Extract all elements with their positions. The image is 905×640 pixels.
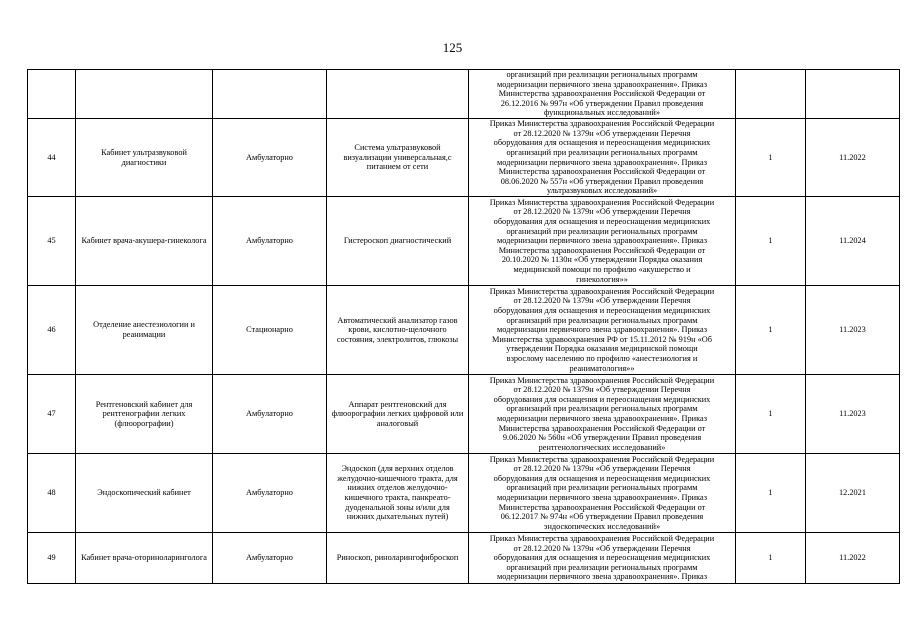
- table-row: [28, 454, 900, 533]
- cell-date: 11.2023: [806, 286, 900, 375]
- cell-equipment: [327, 454, 469, 533]
- table-row: [28, 119, 900, 197]
- doc-line: рентгенологических исследований»: [538, 442, 666, 452]
- doc-line: от 28.12.2020 № 1379н «Об утверждении Перечня: [513, 385, 691, 395]
- cell-docs: [469, 119, 736, 197]
- doc-line: организаций при реализации региональных программ: [506, 70, 698, 80]
- cell-dept: [76, 70, 213, 119]
- doc-line: утверждении Порядка оказания медицинской помощи: [506, 344, 698, 354]
- doc-line: организаций при реализации региональных программ: [506, 147, 698, 157]
- cell-qty: 1: [736, 119, 806, 197]
- cell-num: 45: [28, 197, 76, 286]
- doc-line: организаций при реализации региональных программ: [506, 315, 698, 325]
- cell-mode: Амбулаторно: [213, 119, 327, 197]
- equipment-line: кишечного тракта, панкреато-: [344, 493, 451, 502]
- cell-date: 11.2023: [806, 375, 900, 454]
- doc-line: Министерства здравоохранения Российской Федерации от: [498, 167, 706, 177]
- cell-dept: Кабинет врача-оториноларинголога: [76, 533, 213, 584]
- doc-line: Приказ Министерства здравоохранения Российской Федерации: [489, 197, 715, 207]
- doc-line: медицинской помощи по профилю «акушерство и: [513, 264, 691, 274]
- cell-num: 46: [28, 286, 76, 375]
- doc-line: оборудования для оснащения и переоснащения медицинских: [493, 473, 711, 483]
- doc-line: Приказ Министерства здравоохранения Российской Федерации: [489, 286, 715, 296]
- table-row: [28, 286, 900, 375]
- cell-qty: 1: [736, 197, 806, 286]
- cell-equipment: Автоматический анализатор газов крови, кислотно-щелочного состояния, электролитов, глюкозы: [327, 286, 469, 375]
- cell-qty: 1: [736, 375, 806, 454]
- cell-num: 48: [28, 454, 76, 533]
- doc-line: модернизации первичного звена здравоохранения». Приказ: [497, 493, 707, 502]
- doc-line: функциональных исследований»: [543, 108, 661, 118]
- cell-qty: [736, 70, 806, 119]
- doc-line: 26.12.2016 № 997н «Об утверждении Правил проведения: [500, 98, 704, 108]
- cell-dept: Рентгеновский кабинет для рентгенографии легких (флюорографии): [76, 375, 213, 454]
- doc-line: модернизации первичного звена здравоохранения». Приказ: [497, 79, 707, 89]
- cell-dept: Кабинет ультразвуковой диагностики: [76, 119, 213, 197]
- doc-line: от 28.12.2020 № 1379н «Об утверждении Перечня: [513, 207, 691, 217]
- doc-line: Министерства здравоохранения РФ от 15.11.2012 № 919н «Об: [492, 334, 712, 344]
- doc-line: Министерства здравоохранения Российской Федерации от: [498, 245, 706, 255]
- cell-qty: 1: [736, 454, 806, 533]
- doc-line: Приказ Министерства здравоохранения Российской Федерации: [489, 375, 715, 385]
- doc-line: 20.10.2020 № 1130н «Об утверждении Порядка оказания: [501, 255, 703, 265]
- equipment-table: [27, 69, 900, 584]
- doc-line: ультразвуковых исследований»: [546, 186, 658, 196]
- cell-dept: Отделение анестезиологии и реанимации: [76, 286, 213, 375]
- doc-line: Министерства здравоохранения Российской Федерации от: [498, 423, 706, 433]
- table-row: [28, 375, 900, 454]
- cell-mode: Амбулаторно: [213, 454, 327, 533]
- cell-equipment: Гистероскоп диагностический: [327, 197, 469, 286]
- doc-line: от 28.12.2020 № 1379н «Об утверждении Перечня: [513, 464, 691, 474]
- cell-date: 11.2024: [806, 197, 900, 286]
- doc-line: модернизации первичного звена здравоохранения». Приказ: [497, 236, 707, 246]
- equipment-line: Эндоскоп (для верхних отделов: [341, 464, 454, 474]
- cell-docs: [469, 286, 736, 375]
- equipment-line: нижних отделов желудочно-: [347, 483, 448, 493]
- cell-mode: Амбулаторно: [213, 375, 327, 454]
- doc-line: оборудования для оснащения и переоснащения медицинских: [493, 306, 711, 316]
- cell-equipment: Система ультразвуковой визуализации универсальная,с питанием от сети: [327, 119, 469, 197]
- cell-mode: Амбулаторно: [213, 533, 327, 584]
- cell-equipment: [327, 70, 469, 119]
- doc-line: модернизации первичного звена здравоохранения». Приказ: [497, 157, 707, 167]
- doc-line: от 28.12.2020 № 1379н «Об утверждении Перечня: [513, 296, 691, 306]
- cell-mode: Амбулаторно: [213, 197, 327, 286]
- doc-line: эндоскопических исследований»: [543, 521, 661, 531]
- doc-line: оборудования для оснащения и переоснащения медицинских: [493, 553, 711, 563]
- doc-line: организаций при реализации региональных программ: [506, 404, 698, 414]
- doc-line: оборудования для оснащения и переоснащения медицинских: [493, 394, 711, 404]
- doc-line: Приказ Министерства здравоохранения Российской Федерации: [489, 454, 715, 464]
- cell-equipment: Риноскоп, риноларингофиброскоп: [327, 533, 469, 584]
- table-row-continued: [28, 70, 900, 119]
- table-row: [28, 197, 900, 286]
- doc-line: от 28.12.2020 № 1379н «Об утверждении Перечня: [513, 128, 691, 138]
- cell-docs: [469, 197, 736, 286]
- cell-date: 12.2021: [806, 454, 900, 533]
- cell-docs: [469, 70, 736, 119]
- cell-num: 49: [28, 533, 76, 584]
- table-row: [28, 533, 900, 584]
- cell-date: 11.2022: [806, 533, 900, 584]
- cell-docs: [469, 375, 736, 454]
- doc-line: 06.12.2017 № 974н «Об утверждении Правил проведения: [500, 512, 704, 522]
- cell-dept: Кабинет врача-акушера-гинеколога: [76, 197, 213, 286]
- cell-docs: [469, 533, 736, 584]
- cell-date: 11.2022: [806, 119, 900, 197]
- cell-qty: 1: [736, 286, 806, 375]
- doc-line: Приказ Министерства здравоохранения Российской Федерации: [489, 534, 715, 544]
- cell-date: [806, 70, 900, 119]
- doc-line: организаций при реализации региональных программ: [506, 483, 698, 493]
- doc-line: от 28.12.2020 № 1379н «Об утверждении Перечня: [513, 543, 691, 553]
- doc-line: организаций при реализации региональных программ: [506, 226, 698, 236]
- cell-mode: [213, 70, 327, 119]
- cell-mode: Стационарно: [213, 286, 327, 375]
- cell-qty: 1: [736, 533, 806, 584]
- cell-dept: Эндоскопический кабинет: [76, 454, 213, 533]
- cell-equipment: Аппарат рентгеновский для флюорографии легких цифровой или аналоговый: [327, 375, 469, 454]
- doc-line: оборудования для оснащения и переоснащения медицинских: [493, 138, 711, 148]
- doc-line: 08.06.2020 № 557н «Об утверждении Правил проведения: [500, 176, 704, 186]
- equipment-line: дуоденальной зоны и/или для: [345, 502, 450, 512]
- doc-line: взрослому населению по профилю «анестезиология и: [506, 353, 698, 363]
- doc-line: реаниматология»»: [569, 363, 635, 373]
- equipment-line: желудочно-кишечного тракта, для: [337, 473, 458, 483]
- doc-line: модернизации первичного звена здравоохранения». Приказ: [497, 572, 707, 582]
- doc-line: Министерства здравоохранения Российской Федерации от: [498, 502, 706, 512]
- doc-line: организаций при реализации региональных программ: [506, 562, 698, 572]
- page-number: 125: [442, 40, 463, 55]
- cell-docs: [469, 454, 736, 533]
- doc-line: Приказ Министерства здравоохранения Российской Федерации: [489, 119, 715, 129]
- doc-line: модернизации первичного звена здравоохранения». Приказ: [497, 325, 707, 335]
- doc-line: 9.06.2020 № 560н «Об утверждении Правил проведения: [502, 433, 702, 443]
- doc-line: Министерства здравоохранения Российской Федерации от: [498, 89, 706, 99]
- doc-line: модернизации первичного звена здравоохранения». Приказ: [497, 414, 707, 423]
- doc-line: гинекология»»: [576, 274, 628, 284]
- equipment-line: нижних дыхательных путей): [346, 512, 449, 522]
- doc-line: оборудования для оснащения и переоснащения медицинских: [493, 217, 711, 227]
- cell-num: [28, 70, 76, 119]
- cell-num: 47: [28, 375, 76, 454]
- cell-num: 44: [28, 119, 76, 197]
